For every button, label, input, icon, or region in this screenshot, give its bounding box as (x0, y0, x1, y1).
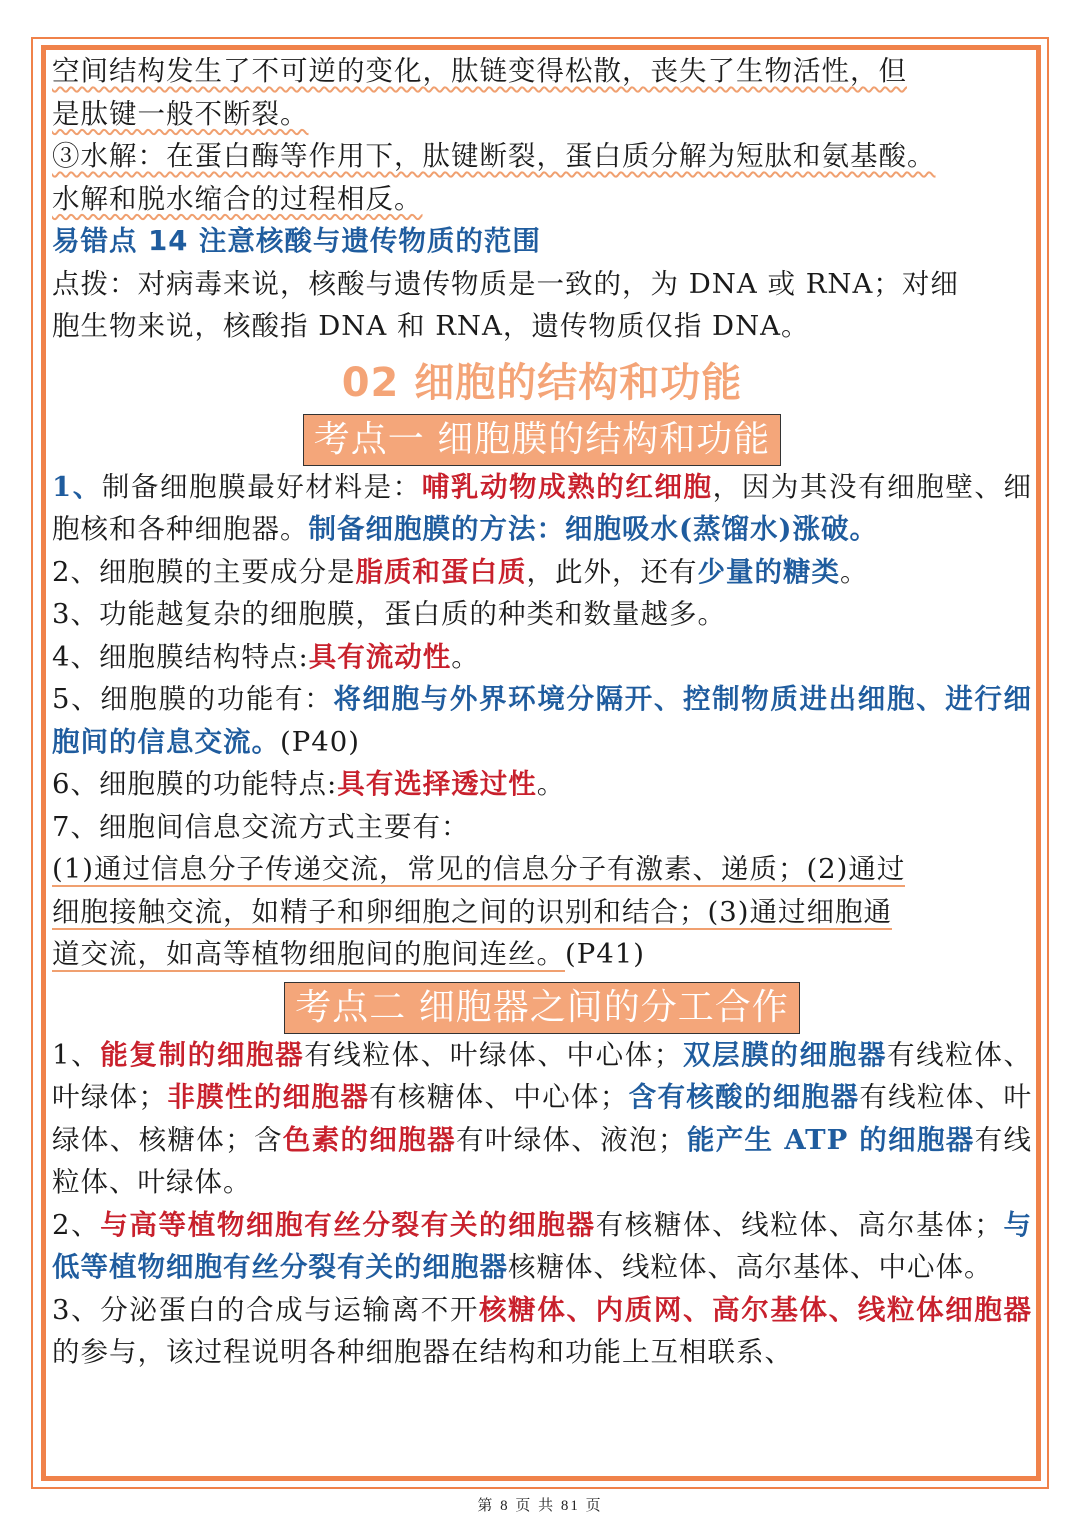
page-footer: 第 8 页 共 81 页 (477, 1498, 603, 1514)
page-content (52, 50, 1032, 1374)
kaodian-1-item-1 (52, 466, 1032, 551)
key-term: 具有选择透过性 (337, 768, 537, 800)
item-number: 1、 (52, 470, 102, 503)
item-text: 。 (536, 768, 566, 800)
item-text: 3、分泌蛋白的合成与运输离不开 (52, 1293, 480, 1326)
text-line: 胞生物来说，核酸指 DNA 和 RNA，遗传物质仅指 DNA。 (52, 310, 810, 342)
item-text: 有线粒体、叶绿体。 (52, 1123, 1033, 1198)
kaodian-1-heading: 考点一 细胞膜的结构和功能 (303, 414, 781, 466)
text-line: (1)通过信息分子传递交流，常见的信息分子有激素、递质；(2)通过 (52, 853, 906, 885)
key-term: 与高等植物细胞有丝分裂有关的细胞器 (100, 1208, 596, 1241)
kaodian-2-item-2 (52, 1204, 1032, 1289)
text-line: 细胞接触交流，如精子和卵细胞之间的识别和结合；(3)通过细胞通 (52, 895, 892, 928)
item-text: 5、细胞膜的功能有： (52, 683, 334, 715)
section-title: 02 细胞的结构和功能 (341, 359, 743, 406)
item-text: 的参与，该过程说明各种细胞器在结构和功能上互相联系、 (52, 1336, 793, 1368)
text-line: 是肽键一般不断裂。 (52, 97, 309, 130)
key-term: 具有流动性 (308, 640, 452, 673)
key-term: 含有核酸的细胞器 (628, 1081, 860, 1113)
kaodian-1-item-6 (52, 763, 1032, 806)
kaodian-2-item-1 (52, 1034, 1032, 1204)
error-point-14-heading: 易错点 14 注意核酸与遗传物质的范围 (52, 225, 541, 257)
key-term: 制备细胞膜的方法：细胞吸水(蒸馏水)涨破。 (308, 513, 879, 545)
kaodian-2-item-3 (52, 1289, 1032, 1374)
key-term: 核糖体、内质网、高尔基体、线粒体细胞器 (479, 1293, 1032, 1326)
kaodian-1-item-7: 7、细胞间信息交流方式主要有： (52, 810, 470, 843)
key-term: 能复制的细胞器 (100, 1038, 305, 1071)
item-text: 有线粒体、叶绿体、核糖体；含 (52, 1081, 1033, 1156)
item-text: 制备细胞膜最好材料是： (101, 470, 422, 503)
text-line: 道交流，如高等植物细胞间的胞间连丝。 (52, 938, 565, 970)
item-text: 有核糖体、中心体； (369, 1081, 629, 1113)
item-text: 。 (451, 640, 480, 673)
item-number: 2、 (52, 1208, 101, 1241)
item-text: 4、细胞膜结构特点: (52, 640, 309, 673)
text-line: ③水解：在蛋白酶等作用下，肽键断裂，蛋白质分解为短肽和氨基酸。 (52, 140, 936, 172)
item-text: 。 (840, 555, 869, 588)
kaodian-1-item-5 (52, 678, 1032, 763)
kaodian-2-heading: 考点二 细胞器之间的分工合作 (284, 982, 799, 1034)
item-text: 2、细胞膜的主要成分是 (52, 555, 356, 588)
key-term: 将细胞与外界环境分隔开、控制物质进出细胞、进行细胞间的信息交流。 (52, 683, 1032, 758)
item-text: ，此外，还有 (526, 555, 698, 588)
text-line: 空间结构发生了不可逆的变化，肽链变得松散，丧失了生物活性，但 (52, 55, 907, 87)
text-line: 点拨：对病毒来说，核酸与遗传物质是一致的，为 DNA 或 RNA；对细 (52, 267, 959, 300)
key-term: 哺乳动物成熟的红细胞 (421, 470, 713, 503)
item-text: 有线粒体、叶绿体； (52, 1038, 1033, 1113)
paragraph-denaturation (52, 50, 1032, 135)
kaodian-1-heading-wrap (52, 414, 1032, 466)
kaodian-1-item-4 (52, 636, 1032, 679)
item-text: 有线粒体、叶绿体、中心体； (304, 1038, 683, 1071)
key-term: 双层膜的细胞器 (682, 1038, 887, 1071)
kaodian-1-item-3: 3、功能越复杂的细胞膜，蛋白质的种类和数量越多。 (52, 598, 726, 630)
key-term: 脂质和蛋白质 (355, 555, 527, 588)
kaodian-1-item-7-detail (52, 848, 1032, 976)
kaodian-2-heading-wrap (52, 982, 1032, 1034)
item-text: ，因为其没有细胞壁、细胞核和各种细胞器。 (52, 470, 1033, 545)
paragraph-hydrolysis (52, 135, 1032, 220)
item-text: 有核糖体、线粒体、高尔基体； (595, 1208, 1003, 1241)
item-text: 有叶绿体、液泡； (455, 1123, 687, 1156)
item-text: 6、细胞膜的功能特点: (52, 768, 338, 800)
key-term: 非膜性的细胞器 (167, 1081, 370, 1113)
kaodian-1-item-2 (52, 551, 1032, 594)
key-term: 少量的糖类 (697, 555, 840, 588)
tip-paragraph (52, 263, 1032, 348)
item-text: 核糖体、线粒体、高尔基体、中心体。 (508, 1251, 993, 1283)
text-line: 水解和脱水缩合的过程相反。 (52, 182, 423, 215)
key-term: 与低等植物细胞有丝分裂有关的细胞器 (52, 1208, 1033, 1283)
page-reference: (P41) (565, 938, 645, 970)
item-number: 1、 (52, 1038, 101, 1071)
page-reference: (P40) (280, 725, 360, 758)
key-term: 能产生 ATP 的细胞器 (686, 1123, 975, 1156)
key-term: 色素的细胞器 (282, 1123, 456, 1156)
